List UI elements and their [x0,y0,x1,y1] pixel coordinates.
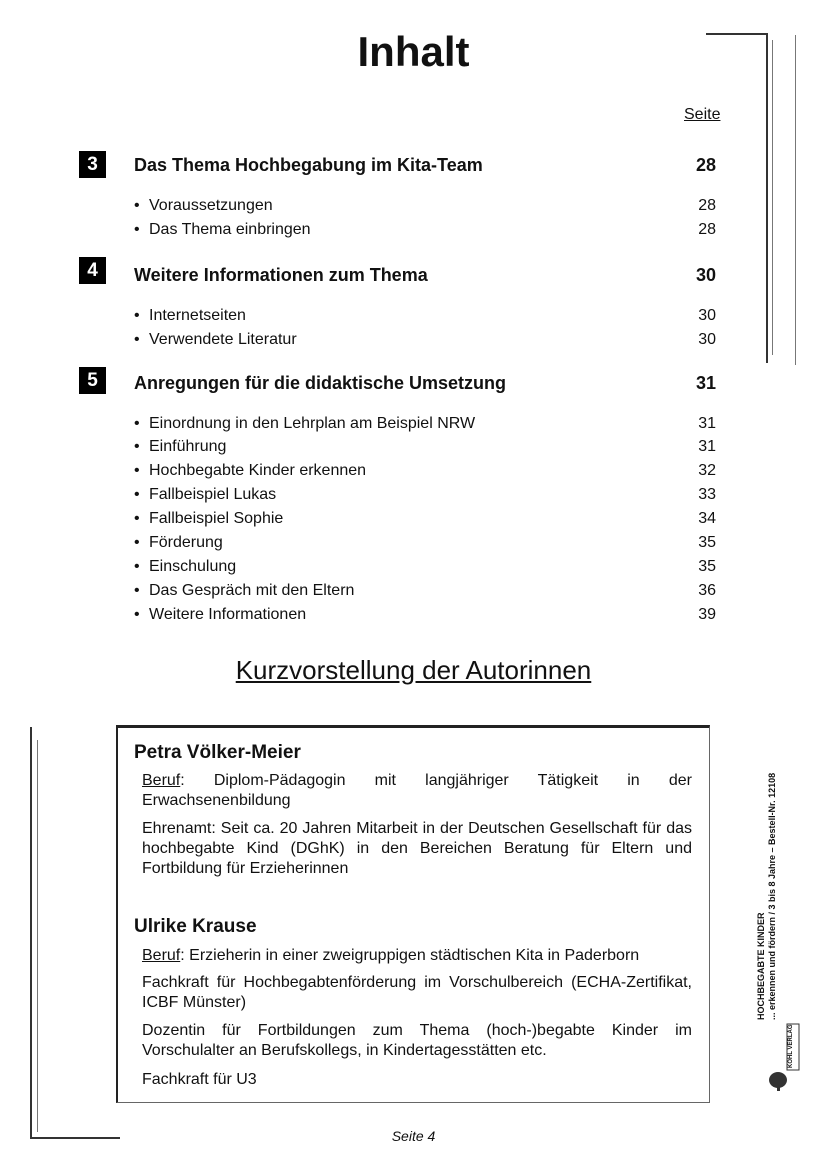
frame-line-left-inner [37,740,38,1132]
toc-item[interactable]: • Voraussetzungen [134,197,273,214]
toc-item[interactable]: • Fallbeispiel Sophie [134,510,284,527]
toc-item[interactable]: • Einschulung [134,558,237,575]
toc-item-page: 35 [698,534,716,551]
toc-item-page: 30 [698,331,716,348]
toc-item[interactable]: • Weitere Informationen [134,606,307,623]
page-footer: Seite 4 [391,1128,436,1144]
beruf-label: Beruf [142,772,181,789]
section-title[interactable]: Weitere Informationen zum Thema [134,265,428,285]
toc-item-page: 33 [698,486,716,503]
author-qualification: Fachkraft für Hochbegabtenförderung im Vorschulbereich (ECHA-Zertifikat, ICBF Münster) [142,974,692,1011]
toc-item-page: 36 [698,582,716,599]
frame-line-right-third [795,35,796,365]
toc-item[interactable]: • Einführung [134,438,227,455]
toc-item-page: 34 [698,510,716,527]
page-title: Inhalt [357,28,470,75]
author-name: Ulrike Krause [134,916,257,937]
toc-item[interactable]: • Fallbeispiel Lukas [134,486,277,503]
section-page: 30 [695,265,716,285]
section-title[interactable]: Anregungen für die didaktische Umsetzung [134,373,507,393]
authors-heading: Kurzvorstellung der Autorinnen [235,655,592,685]
side-imprint-title: HOCHBEGABTE KINDER [756,912,766,1020]
author-teaching: Dozentin für Fortbildungen zum Thema (hoch-)begabte Kinder im Vorschulalter an Berufskollegs, in Kindertagesstätten etc. [142,1022,692,1059]
author-beruf: Beruf: Erzieherin in einer zweigruppigen städtischen Kita in Paderborn [142,947,640,964]
frame-line-right-inner [772,40,773,355]
toc-item-page: 31 [698,415,716,432]
toc-item-page: 32 [698,462,716,479]
toc-item[interactable]: • Verwendete Literatur [134,331,297,348]
section-page: 28 [695,155,716,175]
section-number-4: 4 [79,257,106,284]
toc-item-page: 28 [698,197,716,214]
toc-item-page: 35 [698,558,716,575]
toc-item[interactable]: • Hochbegabte Kinder erkennen [134,462,367,479]
side-imprint [756,760,778,1020]
toc-item-page: 31 [698,438,716,455]
frame-line-right-outer [766,33,768,363]
author-beruf: Beruf: Diplom-Pädagogin mit langjähriger Tätigkeit in der Erwachsenenbildung [142,772,692,809]
publisher-logo [767,1022,801,1092]
frame-line-left-outer [30,727,32,1139]
tree-logo-icon [767,1022,801,1092]
section-page: 31 [695,373,716,393]
toc-item-page: 28 [698,221,716,238]
toc-item-page: 39 [698,606,716,623]
page-column-header: Seite [684,106,721,123]
frame-line-top [706,33,768,35]
beruf-label: Beruf [142,947,181,964]
section-number-3: 3 [79,151,106,178]
publisher-name: KOHL VERLAG [788,1024,794,1068]
side-imprint-info: ... erkennen und fördern / 3 bis 8 Jahre – Bestell-Nr. 12108 [767,772,777,1020]
author-u3: Fachkraft für U3 [142,1071,257,1088]
toc-item[interactable]: • Das Thema einbringen [134,221,311,238]
toc-item[interactable]: • Internetseiten [134,307,246,324]
author-name: Petra Völker-Meier [134,742,301,763]
toc-item[interactable]: • Das Gespräch mit den Eltern [134,582,355,599]
toc-item[interactable]: • Förderung [134,534,223,551]
toc-item-page: 30 [698,307,716,324]
toc-item[interactable]: • Einordnung in den Lehrplan am Beispiel NRW [134,415,476,432]
author-ehrenamt: Ehrenamt: Seit ca. 20 Jahren Mitarbeit in der Deutschen Gesellschaft für das hochbegabte Kind (DGhK) in den Bereichen Beratung für Eltern und Fortbildung für Erzieherinnen [142,820,692,877]
section-title[interactable]: Das Thema Hochbegabung im Kita-Team [134,155,483,175]
section-number-5: 5 [79,367,106,394]
